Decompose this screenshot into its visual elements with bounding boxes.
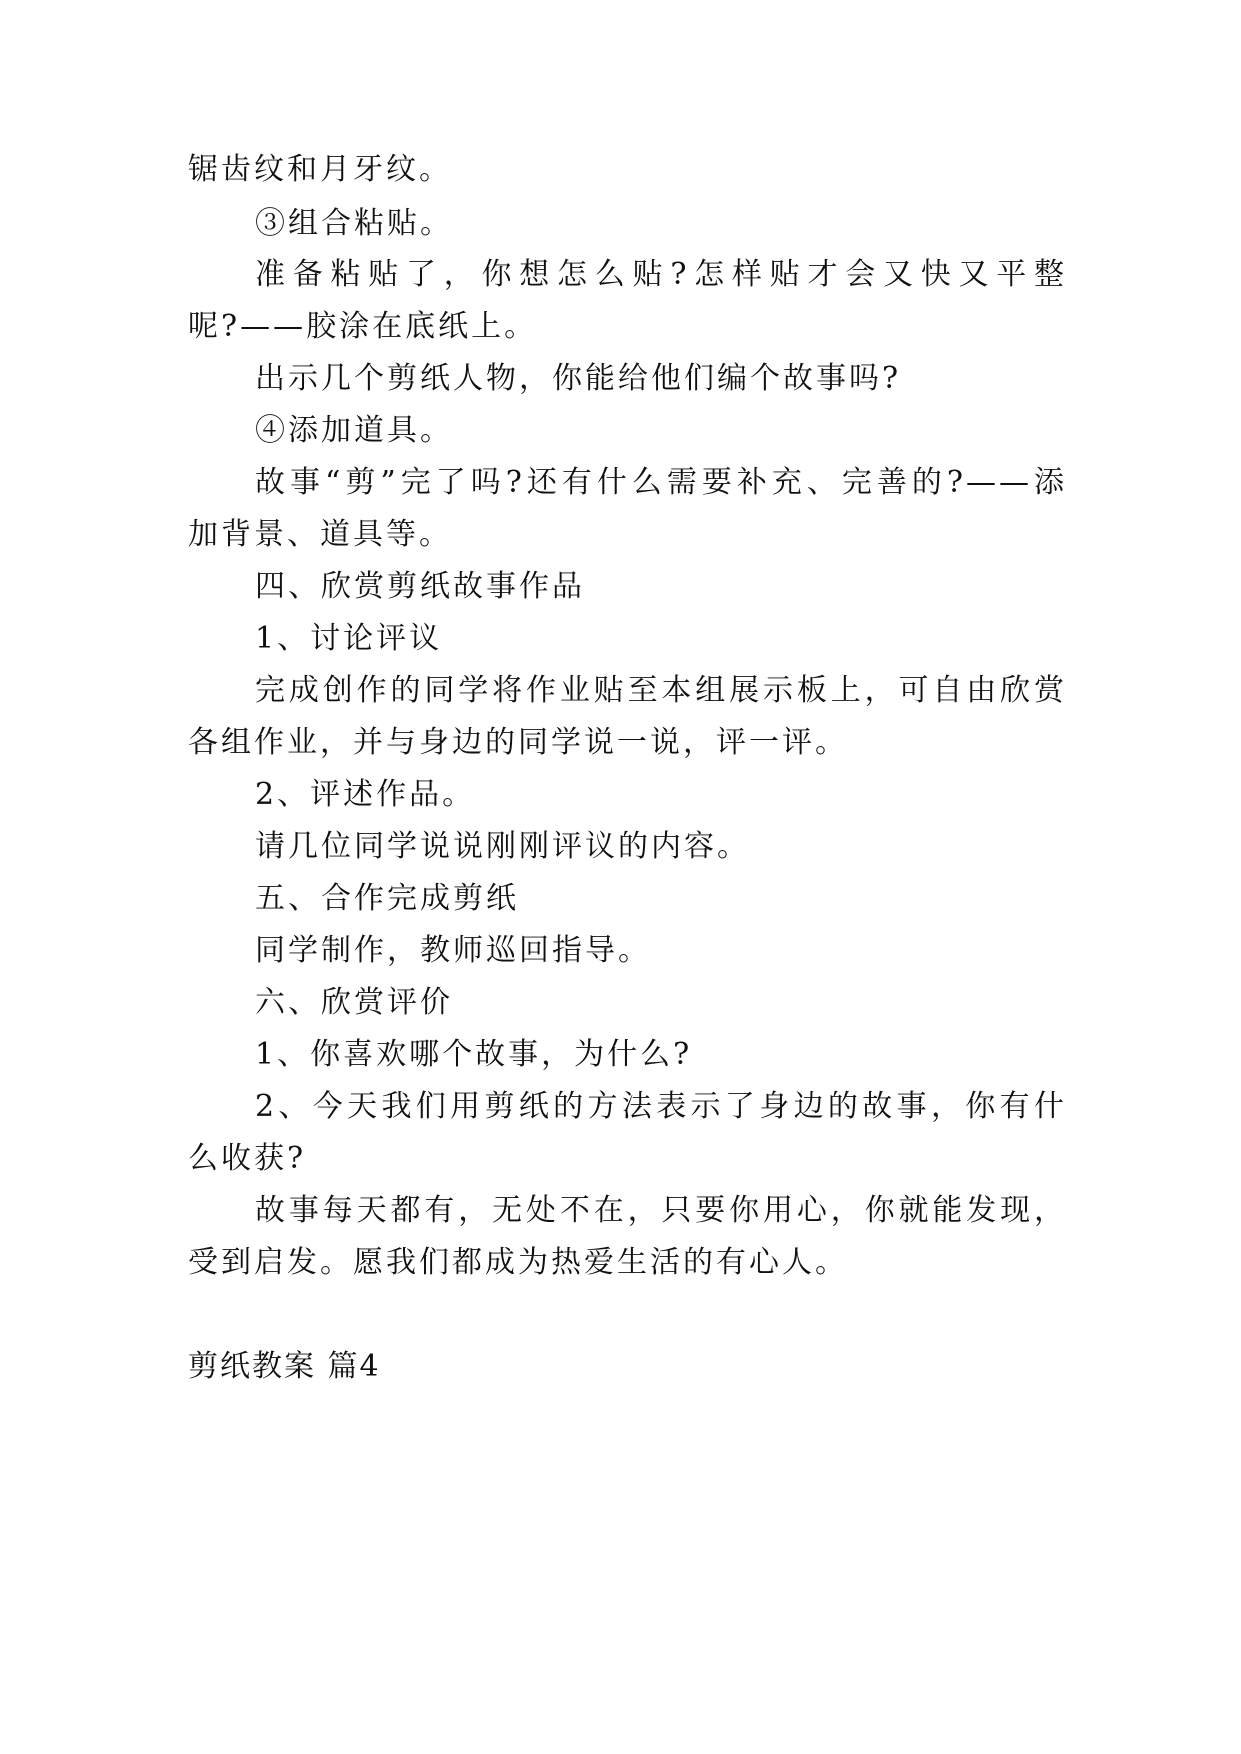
question-line: 2、今天我们用剪纸的方法表示了身边的故事，你有什 bbox=[255, 1089, 1067, 1124]
section-heading: 六、欣赏评价 bbox=[255, 985, 453, 1020]
paragraph-line: 加背景、道具等。 bbox=[188, 517, 452, 552]
subsection-heading: 1、讨论评议 bbox=[255, 621, 443, 656]
paragraph-line: 准备粘贴了，你想怎么贴?怎样贴才会又快又平整 bbox=[255, 257, 1067, 292]
step-heading: ④添加道具。 bbox=[255, 413, 453, 448]
paragraph-line: 呢?——胶涂在底纸上。 bbox=[188, 309, 538, 344]
paragraph-line: 出示几个剪纸人物，你能给他们编个故事吗? bbox=[255, 361, 902, 396]
paragraph-line: 锯齿纹和月牙纹。 bbox=[188, 152, 452, 187]
paragraph-line: 故事“剪”完了吗?还有什么需要补充、完善的?——添 bbox=[255, 465, 1067, 500]
paragraph-line: 各组作业，并与身边的同学说一说，评一评。 bbox=[188, 725, 848, 760]
section-heading: 四、欣赏剪纸故事作品 bbox=[255, 569, 585, 604]
paragraph-line: 么收获? bbox=[188, 1141, 307, 1176]
paragraph-line: 同学制作，教师巡回指导。 bbox=[255, 933, 651, 968]
paragraph-line: 完成创作的同学将作业贴至本组展示板上，可自由欣赏 bbox=[255, 673, 1067, 708]
document-section-title: 剪纸教案 篇4 bbox=[188, 1349, 381, 1384]
subsection-heading: 2、评述作品。 bbox=[255, 777, 476, 812]
section-heading: 五、合作完成剪纸 bbox=[255, 881, 519, 916]
paragraph-line: 请几位同学说说刚刚评议的内容。 bbox=[255, 829, 750, 864]
question-line: 1、你喜欢哪个故事，为什么? bbox=[255, 1037, 693, 1072]
paragraph-line: 故事每天都有，无处不在，只要你用心，你就能发现， bbox=[255, 1193, 1067, 1228]
step-heading: ③组合粘贴。 bbox=[255, 206, 453, 241]
paragraph-line: 受到启发。愿我们都成为热爱生活的有心人。 bbox=[188, 1245, 848, 1280]
